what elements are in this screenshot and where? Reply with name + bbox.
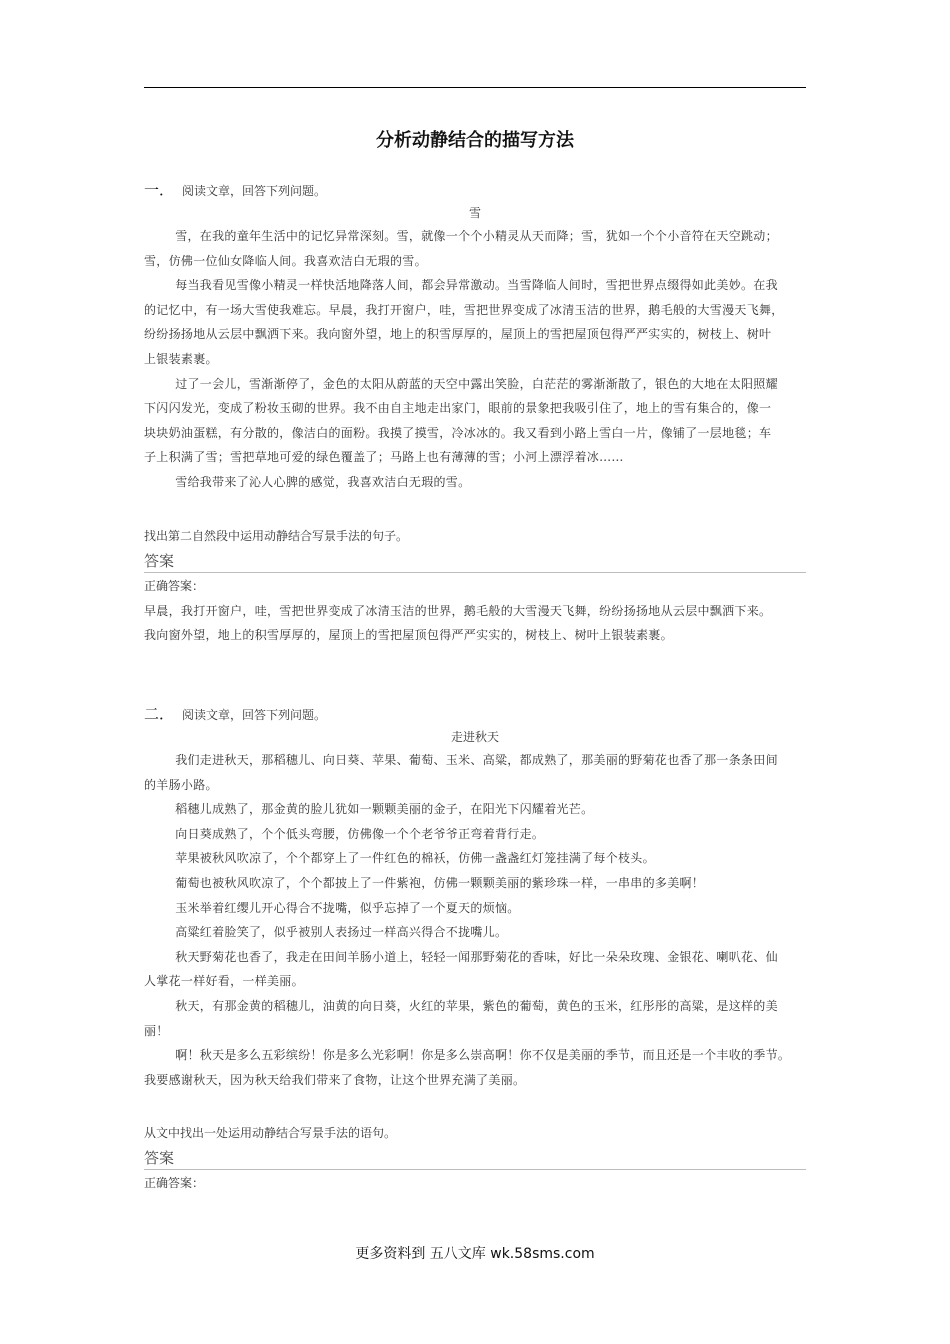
answer-1-label: 正确答案： — [144, 579, 205, 593]
question-1-header — [144, 178, 806, 202]
answer-1-body — [144, 599, 806, 647]
question-2-instruction: 阅读文章，回答下列问题。 — [182, 708, 327, 722]
article-line: 过了一会儿，雪渐渐停了，金色的太阳从蔚蓝的天空中露出笑脸，白茫茫的雾渐渐散了，银色的大地在太阳照耀 — [175, 376, 778, 391]
question-2-number: 二． — [144, 705, 175, 723]
answer-line: 我向窗外望，地上的积雪厚厚的，屋顶上的雪把屋顶包得严严实实的，树枝上、树叶上银装素裹。 — [144, 628, 673, 642]
article-line: 葡萄也被秋风吹凉了，个个都披上了一件紫袍，仿佛一颗颗美丽的紫珍珠一样，一串串的多美啊！ — [175, 875, 705, 890]
article-line: 我们走进秋天，那稻穗儿、向日葵、苹果、葡萄、玉米、高粱，都成熟了，那美丽的野菊花也香了那一条条田间 — [175, 753, 778, 767]
article-line: 下闪闪发光，变成了粉妆玉砌的世界。我不由自主地走出家门，眼前的景象把我吸引住了，地上的雪有集合的，像一 — [144, 401, 772, 416]
article-line: 苹果被秋风吹凉了，个个都穿上了一件红色的棉袄，仿佛一盏盏红灯笼挂满了每个枝头。 — [175, 851, 655, 866]
article-line: 的记忆中，有一场大雪使我难忘。早晨，我打开窗户，哇，雪把世界变成了冰清玉洁的世界，鹅毛般的大雪漫天飞舞， — [144, 302, 784, 317]
article-line: 块块奶油蛋糕，有分散的，像洁白的面粉。我摸了摸雪，冷冰冰的。我又看到小路上雪白一片，像铺了一层地毯；车 — [144, 425, 772, 440]
answer-1-heading: 答案 — [144, 550, 806, 573]
question-1-prompt: 找出第二自然段中运用动静结合写景手法的句子。 — [144, 529, 409, 543]
question-1-prompt-block — [144, 524, 806, 647]
article-line: 子上积满了雪；雪把草地可爱的绿色覆盖了；马路上也有薄薄的雪；小河上漂浮着冰…… — [144, 450, 624, 465]
article-line: 的羊肠小路。 — [144, 777, 218, 792]
page-title: 分析动静结合的描写方法 — [376, 130, 574, 151]
article-2-body — [144, 748, 806, 1092]
question-2-header — [144, 702, 806, 726]
question-2-section — [144, 702, 806, 1092]
article-line: 丽！ — [144, 1023, 169, 1038]
answer-2-label: 正确答案： — [144, 1176, 205, 1190]
question-2-prompt: 从文中找出一处运用动静结合写景手法的语句。 — [144, 1126, 397, 1140]
article-line: 纷纷扬扬地从云层中飘洒下来。我向窗外望，地上的积雪厚厚的，屋顶上的雪把屋顶包得严严实实的，树枝上、树叶 — [144, 327, 772, 342]
question-2-prompt-block — [144, 1121, 806, 1196]
article-line: 向日葵成熟了，个个低头弯腰，仿佛像一个个老爷爷正弯着背行走。 — [175, 826, 545, 841]
article-line: 稻穗儿成熟了，那金黄的脸儿犹如一颗颗美丽的金子，在阳光下闪耀着光芒。 — [175, 802, 594, 817]
article-line: 雪，仿佛一位仙女降临人间。我喜欢洁白无瑕的雪。 — [144, 253, 427, 268]
article-line: 每当我看见雪像小精灵一样快活地降落人间，都会异常激动。当雪降临人间时，雪把世界点缀得如此美妙。在我 — [175, 278, 778, 293]
footer-source: 更多资料到 五八文库 wk.58sms.com — [355, 1246, 595, 1262]
article-line: 雪，在我的童年生活中的记忆异常深刻。雪，就像一个个小精灵从天而降；雪，犹如一个个小音符在天空跳动； — [175, 229, 778, 243]
article-line: 秋天，有那金黄的稻穗儿，油黄的向日葵，火红的苹果，紫色的葡萄，黄色的玉米，红彤彤的高粱，是这样的美 — [175, 998, 778, 1013]
answer-line: 早晨，我打开窗户，哇，雪把世界变成了冰清玉洁的世界，鹅毛般的大雪漫天飞舞，纷纷扬扬地从云层中飘洒下来。 — [144, 604, 772, 618]
article-line: 我要感谢秋天，因为秋天给我们带来了食物，让这个世界充满了美丽。 — [144, 1072, 526, 1087]
header-rule — [144, 87, 806, 88]
article-2-title: 走进秋天 — [450, 730, 499, 744]
question-1-number: 一． — [144, 181, 175, 199]
article-1-title: 雪 — [468, 206, 481, 220]
article-line: 高粱红着脸笑了，似乎被别人表扬过一样高兴得合不拢嘴儿。 — [175, 925, 508, 940]
answer-2-heading: 答案 — [144, 1147, 806, 1170]
article-line: 雪给我带来了沁人心脾的感觉，我喜欢洁白无瑕的雪。 — [175, 474, 471, 489]
question-1-instruction: 阅读文章，回答下列问题。 — [182, 184, 327, 198]
question-1-section — [144, 178, 806, 495]
article-line: 秋天野菊花也香了，我走在田间羊肠小道上，轻轻一闻那野菊花的香味，好比一朵朵玫瑰、金银花、喇叭花、仙 — [175, 949, 778, 964]
article-line: 玉米举着红缨儿开心得合不拢嘴，似乎忘掉了一个夏天的烦恼。 — [175, 900, 520, 915]
article-line: 啊！秋天是多么五彩缤纷！你是多么光彩啊！你是多么崇高啊！你不仅是美丽的季节，而且还是一个丰收的季节。 — [175, 1048, 791, 1063]
article-line: 人掌花一样好看，一样美丽。 — [144, 974, 304, 989]
article-1-body — [144, 224, 806, 495]
article-line: 上银装素裹。 — [144, 351, 218, 366]
